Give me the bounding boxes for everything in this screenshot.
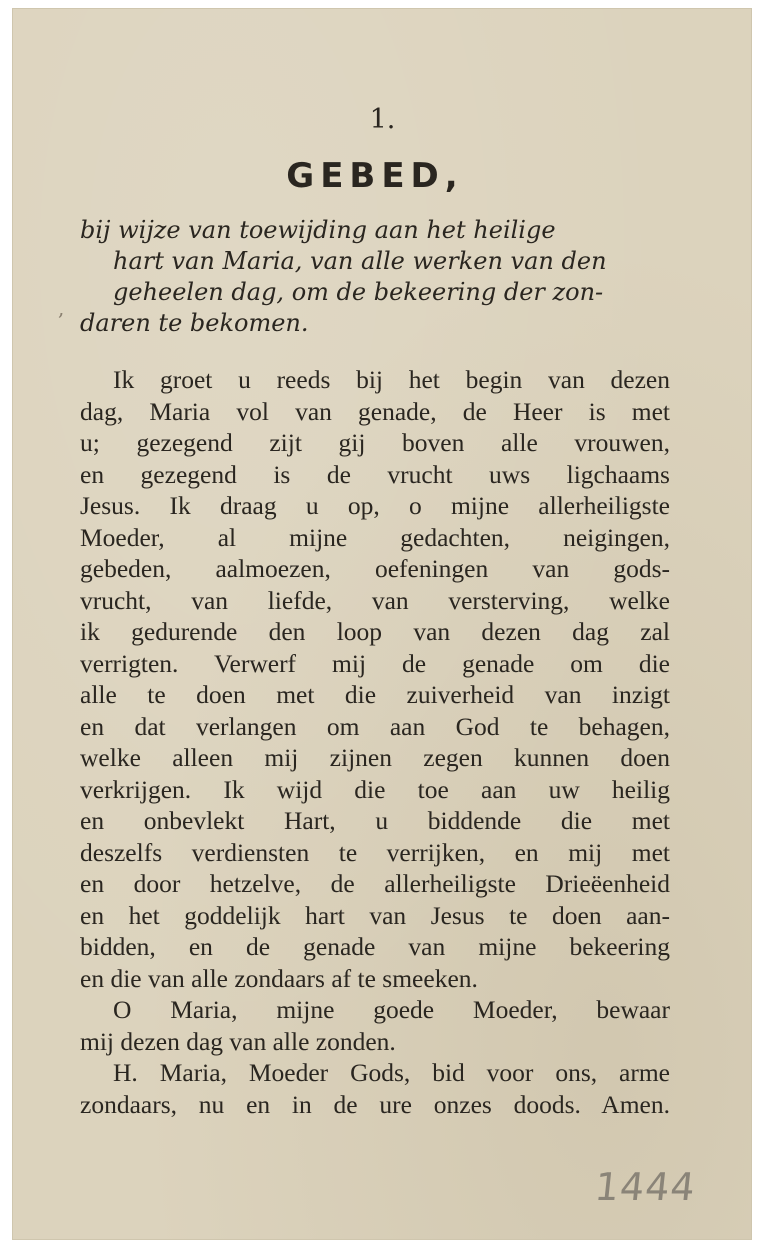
body-line: welke alleen mij zijnen zegen kunnen doen: [80, 743, 670, 772]
subtitle-line: daren te bekomen.: [80, 309, 309, 337]
body-line: en het goddelijk hart van Jesus te doen aan-: [80, 900, 670, 930]
body-line: alle te doen met die zuiverheid van inzigt: [80, 680, 670, 709]
body-line: Moeder, al mijne gedachten, neigingen,: [80, 522, 670, 552]
body-line: dag, Maria vol van genade, de Heer is met: [80, 396, 670, 426]
handwritten-number: 1444: [592, 1165, 699, 1209]
prayer-text: [80, 364, 670, 1120]
body-line: deszelfs verdiensten te verrijken, en mij met: [80, 837, 670, 867]
body-line: O Maria, mijne goede Moeder, bewaar: [113, 995, 670, 1024]
body-line: Jesus. Ik draag u op, o mijne allerheiligste: [80, 491, 670, 520]
ink-mark: ,: [58, 296, 65, 320]
subtitle-line: geheelen dag, om de bekeering der zon-: [113, 278, 604, 306]
body-line: en door hetzelve, de allerheiligste Drieëenheid: [80, 869, 670, 898]
body-line: en die van alle zondaars af te smeeken.: [80, 963, 478, 993]
prayer-title: GEBED,: [286, 156, 464, 196]
body-line: mij dezen dag van alle zonden.: [80, 1026, 396, 1056]
body-line: verkrijgen. Ik wijd die toe aan uw heilig: [80, 774, 670, 804]
body-line: en onbevlekt Hart, u biddende die met: [80, 806, 670, 835]
body-line: gebeden, aalmoezen, oefeningen van gods-: [80, 554, 670, 583]
body-line: ik gedurende den loop van dezen dag zal: [80, 617, 670, 646]
body-line: u; gezegend zijt gij boven alle vrouwen,: [80, 428, 670, 457]
body-line: zondaars, nu en in de ure onzes doods. Amen.: [80, 1089, 670, 1119]
body-line: verrigten. Verwerf mij de genade om die: [80, 648, 670, 678]
body-line: bidden, en de genade van mijne bekeering: [80, 932, 670, 961]
body-line: en dat verlangen om aan God te behagen,: [80, 711, 670, 741]
page-number: 1.: [369, 104, 396, 135]
body-line: Ik groet u reeds bij het begin van dezen: [113, 365, 670, 394]
body-line: vrucht, van liefde, van versterving, welke: [80, 585, 670, 615]
subtitle-line: hart van Maria, van alle werken van den: [113, 247, 607, 275]
subtitle-line: bij wijze van toewijding aan het heilige: [80, 216, 556, 244]
body-line: en gezegend is de vrucht uws ligchaams: [80, 459, 670, 489]
body-line: H. Maria, Moeder Gods, bid voor ons, arme: [113, 1058, 670, 1087]
prayer-subtitle: [80, 215, 670, 339]
